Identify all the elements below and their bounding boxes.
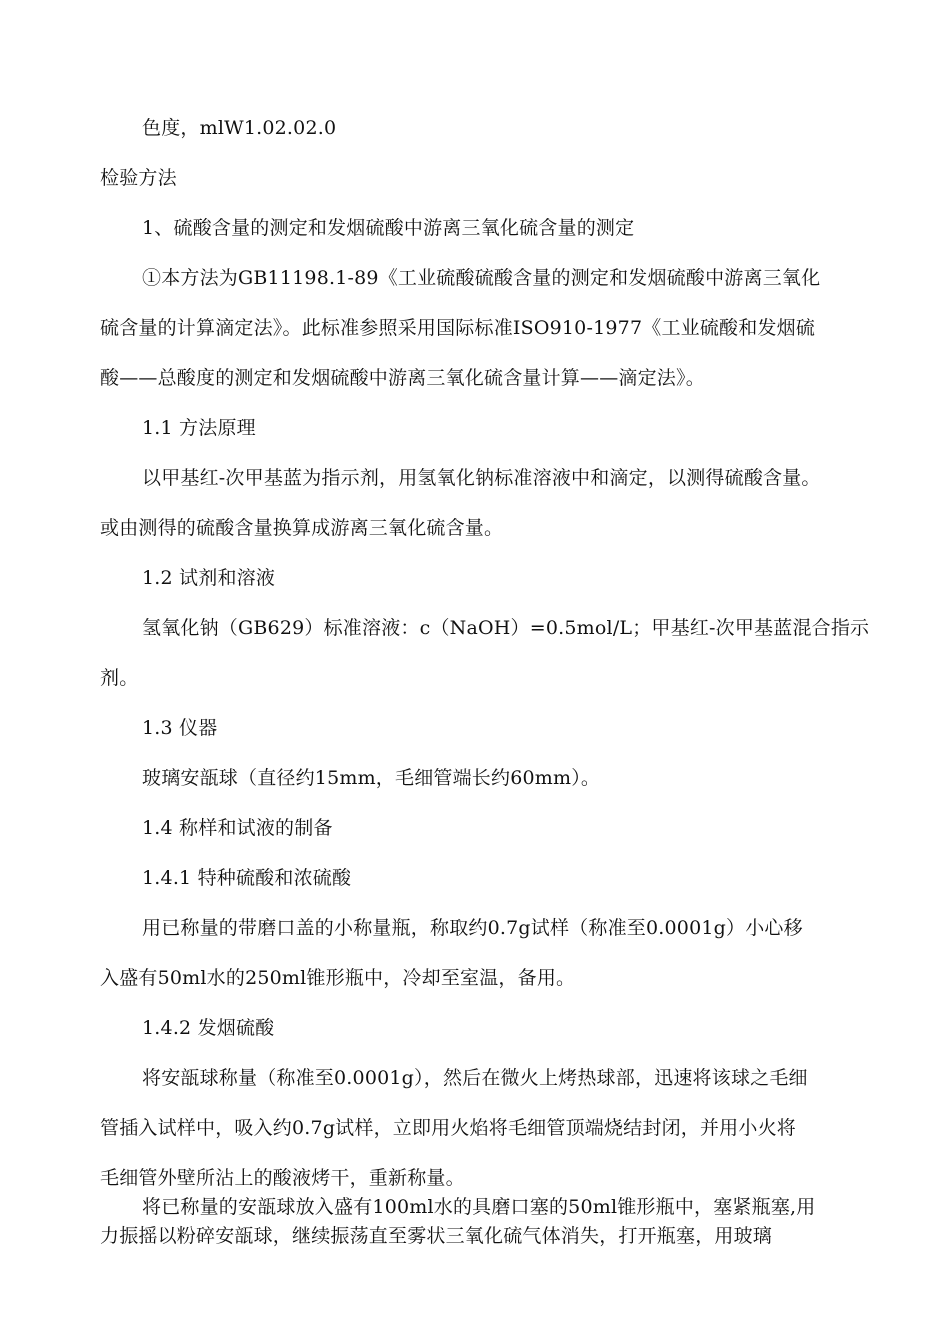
paragraph-line: 用已称量的带磨口盖的小称量瓶，称取约0.7g试样（称准至0.0001g）小心移 [142,917,803,939]
paragraph-line: 将已称量的安瓿球放入盛有100ml水的具磨口塞的50ml锥形瓶中，塞紧瓶塞,用 [142,1196,816,1218]
paragraph-line: 以甲基红-次甲基蓝为指示剂，用氢氧化钠标准溶液中和滴定，以测得硫酸含量。 [142,467,821,489]
item-heading-1: 1、硫酸含量的测定和发烟硫酸中游离三氧化硫含量的测定 [142,217,635,239]
paragraph-line: 入盛有50ml水的250ml锥形瓶中，冷却至室温，备用。 [100,967,576,989]
paragraph-line: ①本方法为GB11198.1-89《工业硫酸硫酸含量的测定和发烟硫酸中游离三氧化 [142,267,821,289]
paragraph-line: 或由测得的硫酸含量换算成游离三氧化硫含量。 [100,517,504,539]
paragraph-line: 管插入试样中，吸入约0.7g试样，立即用火焰将毛细管顶端烧结封闭，并用小火将 [100,1117,796,1139]
subheading-1-1: 1.1 方法原理 [142,417,256,439]
paragraph-line: 酸——总酸度的测定和发烟硫酸中游离三氧化硫含量计算——滴定法》。 [100,367,705,389]
paragraph-line: 将安瓿球称量（称准至0.0001g），然后在微火上烤热球部，迅速将该球之毛细 [142,1067,808,1089]
paragraph-line: 剂。 [100,667,139,689]
paragraph-line: 毛细管外壁所沾上的酸液烤干，重新称量。 [100,1167,465,1189]
subheading-1-4-2: 1.4.2 发烟硫酸 [142,1017,275,1039]
subheading-1-4: 1.4 称样和试液的制备 [142,817,333,839]
paragraph-line: 力振摇以粉碎安瓿球，继续振荡直至雾状三氧化硫气体消失，打开瓶塞，用玻璃 [100,1225,773,1247]
paragraph-line: 氢氧化钠（GB629）标准溶液：c（NaOH）=0.5mol/L；甲基红-次甲基蓝混合指示 [142,617,870,639]
subheading-1-2: 1.2 试剂和溶液 [142,567,276,589]
subheading-1-4-1: 1.4.1 特种硫酸和浓硫酸 [142,867,352,889]
paragraph-line: 硫含量的计算滴定法》。此标准参照采用国际标准ISO910-1977《工业硫酸和发烟硫 [100,317,816,339]
section-heading-test-method: 检验方法 [100,167,177,189]
chroma-line: 色度，mlW1.02.02.0 [142,117,337,139]
paragraph-line: 玻璃安瓿球（直径约15mm，毛细管端长约60mm）。 [142,767,601,789]
subheading-1-3: 1.3 仪器 [142,717,218,739]
